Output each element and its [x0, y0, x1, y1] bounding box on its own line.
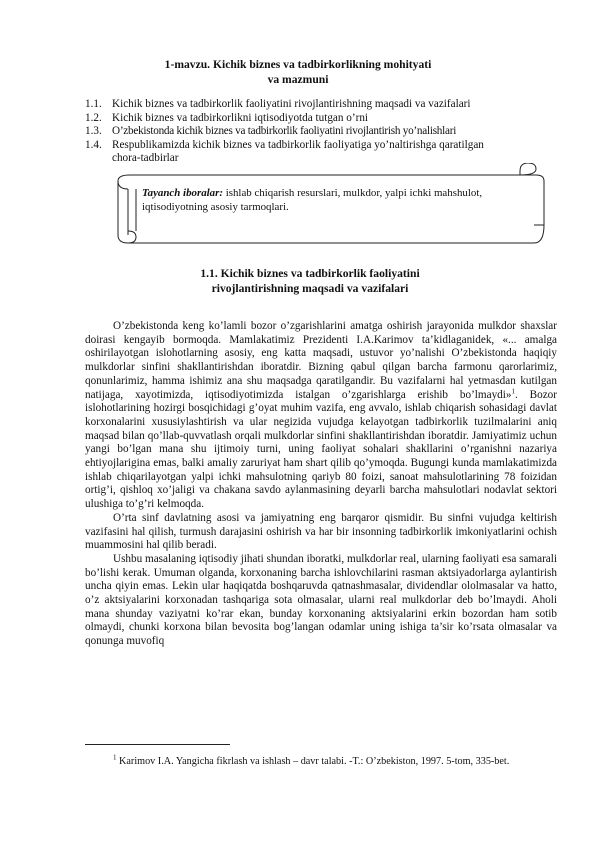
paragraph-text: O’zbekistonda keng ko’lamli bozor o’zgarishlarini amatga oshirish jarayonida mulkdor shaxslar doirasi kengayib bormoqda. Mamlakatimiz Prezidenti I.A.Karimov ta’kidlaganidek, «... amalga oshirilayotgan islohotlarning asosiy, eng katta maqsadi, ustuvor yo’nalishi O’zbekistonda haqiqiy mulkdorlar sinfini shakllantirishdan iboratdir. Bizning qabul qilgan barcha farmonu qarorlarimiz, qonunlarimiz, hamma ishimiz ana shu maqsadga qaratilgandir. Bu vazifalarni hal yetmasdan kutilgan natijaga, xayotimizda, iqtisodiyotimizda istalgan o’zgarishlarga erishib bo’lmaydi» — [85, 320, 557, 401]
outline-item-number: 1.3. — [85, 125, 102, 138]
outline-item-text: Kichik biznes va tadbirkorlikni iqtisodiyotda tutgan o’rni — [112, 111, 369, 124]
section-title-line2: rivojlantirishning maqsadi va vazifalari — [211, 282, 409, 295]
footnote-reference[interactable]: 1 — [511, 386, 515, 395]
footnote-text: Karimov I.A. Yangicha fikrlash va ishlash – davr talabi. -T.: O’zbekiston, 1997. 5-tom, 335-bet. — [116, 756, 510, 767]
section-title-line1: 1.1. Kichik biznes va tadbirkorlik faoliyatini — [200, 267, 420, 280]
paragraph — [85, 320, 557, 512]
outline-item — [85, 139, 555, 153]
outline-item-text: Respublikamizda kichik biznes va tadbirkorlik faoliyatiga yo’naltirishga qaratilgan — [112, 138, 484, 151]
body-text — [85, 320, 557, 649]
outline-item-number: 1.4. — [85, 138, 102, 151]
outline-item-number: 1.1. — [85, 98, 102, 110]
outline-item-continuation: chora-tadbirlar — [112, 152, 179, 165]
topic-title-line1: 1-mavzu. Kichik biznes va tadbirkorlikning mohityati — [164, 58, 432, 71]
outline-item-text: O’zbekistonda kichik biznes va tadbirkorlik faoliyatini rivojlantirish yo’nalishlari — [112, 125, 457, 138]
footnote-divider — [85, 744, 230, 745]
outline-item — [85, 112, 555, 126]
paragraph: O’rta sinf davlatning asosi va jamiyatning eng barqaror qismidir. Bu sinfni vujudga keltirish vazifasini hal qilish, turmush darajasini oshirish va har bir insonning tadbirkorlik imkoniyatlarini ochish muammosini hal qilib beradi. — [85, 511, 557, 552]
topic-title — [0, 57, 596, 87]
paragraph-text: . Bozor islohotlarining hozirgi bosqichidagi g’oyat muhim vazifa, eng avvalo, ishlab chiqarish sohasidagi davlat korxonalarini xususiylashtirish va ular negizida vujudga kelayotgan tadbirkorlik tuzilmalarini aniq maqsad bilan qo’llab-quvvatlash orqali mulkdorlar sinfini shakllantirishdan iboratdir. Jamiyatimiz uchun yangi bo’lgan mana shu ijtimoiy turni, uning faoliyat sohalari shakllarini o’rganishni nazariya ehtiyojlarigina emas, balki amaliy zaruriyat ham shart qilib qo’ymoqda. Bugungi kunda mamlakatimizda ishlab chiqarilayotgan yalpi ichki mahsulotning qariyb 80 foizi, sanoat mahsulotlarining 78 foizidan ortig’i, qishloq xo’jaligi va chakana savdo aylanmasining deyarli barcha mahsulotlari nodavlat sektori ulushiga to’g’ri kelmoqda. — [85, 388, 557, 511]
section-title — [0, 266, 596, 296]
key-terms-list: ishlab chiqarish resurslari, mulkdor, yalpi ichki mahshulot, iqtisodiyotning asosiy tarmoqlari. — [142, 187, 483, 213]
outline-item — [85, 125, 555, 139]
key-terms-text — [142, 187, 514, 214]
key-terms-scroll — [108, 163, 548, 245]
outline-item — [85, 98, 555, 112]
footnote-marker: 1 — [113, 753, 117, 762]
key-terms-label: Tayanch iboralar: — [142, 187, 223, 199]
footnote — [85, 753, 557, 769]
topic-title-line2: va mazmuni — [267, 73, 329, 86]
paragraph: Ushbu masalaning iqtisodiy jihati shundan iboratki, mulkdorlar real, ularning faoliyati esa samarali bo’lishi kerak. Umuman olganda, korxonaning barcha ishlovchilarini rasman aktsiyadorlarga aylantirish uncha qiyin emas. Lekin ular haqiqatda boshqaruvda qatnashmasalar, dividendlar ololmasalar va hatto, o’z aktsiyalarini korxonadan tashqariga sota olmasalar, ularni real mulkdorlar deb bo’lmaydi. Aholi mana shunday vaziyatni ko’rar ekan, bunday korxonaning aktsiyalarini erkin bozordan ham sotib olmaydi, chunki korxona bilan bevosita bog’langan odamlar uning ishiga ta’sir ko’rsata olmasalar va qonunga muvofiq — [85, 552, 557, 648]
topic-outline — [85, 98, 555, 166]
outline-item-text: Kichik biznes va tadbirkorlik faoliyatini rivojlantirishning maqsadi va vazifalari — [112, 98, 471, 110]
outline-item-number: 1.2. — [85, 111, 102, 124]
